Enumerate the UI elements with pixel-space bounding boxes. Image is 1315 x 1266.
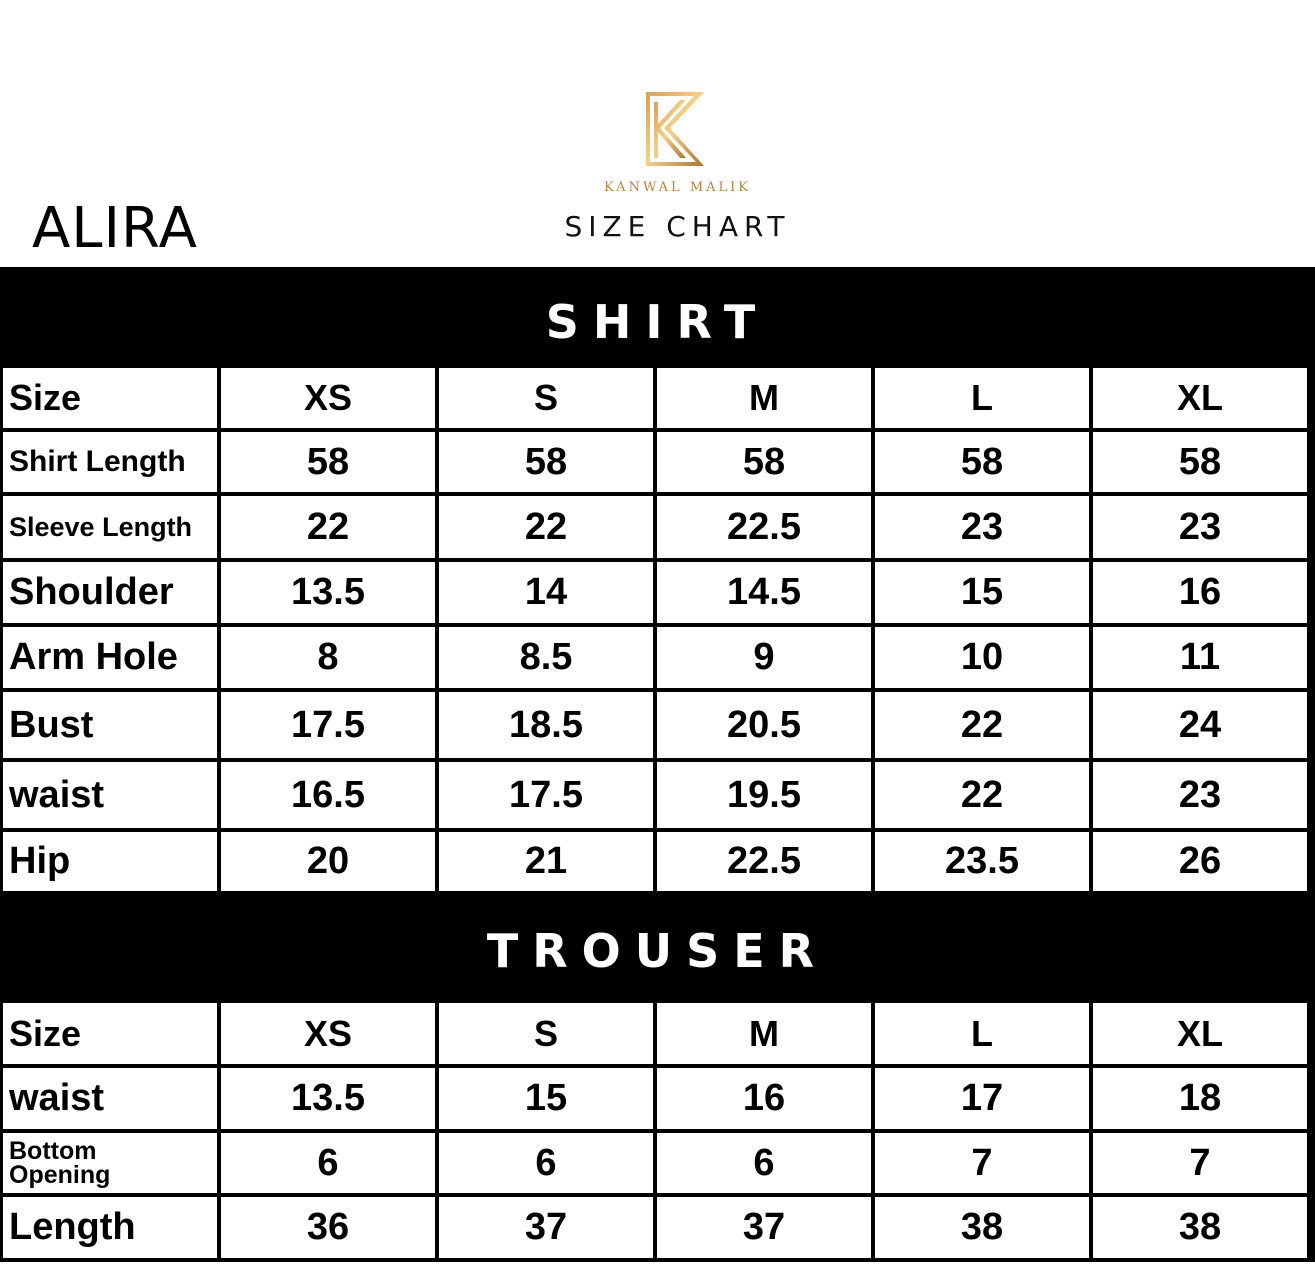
measurement-value: 8.5 bbox=[439, 627, 653, 688]
measurement-value: 17.5 bbox=[221, 692, 435, 758]
measurement-value: 6 bbox=[439, 1133, 653, 1193]
measurement-value: 58 bbox=[221, 432, 435, 492]
size-column-l: L bbox=[875, 368, 1089, 428]
size-column-xl: XL bbox=[1093, 368, 1307, 428]
size-column-m: M bbox=[657, 1003, 871, 1064]
row-label: Sleeve Length bbox=[3, 496, 217, 558]
measurement-value: 58 bbox=[875, 432, 1089, 492]
measurement-value: 17.5 bbox=[439, 762, 653, 828]
row-label: Bottom Opening bbox=[3, 1133, 217, 1193]
measurement-value: 7 bbox=[875, 1133, 1089, 1193]
measurement-value: 23 bbox=[875, 496, 1089, 558]
size-header: Size bbox=[3, 368, 217, 428]
measurement-value: 16.5 bbox=[221, 762, 435, 828]
measurement-value: 16 bbox=[657, 1068, 871, 1129]
measurement-value: 23.5 bbox=[875, 832, 1089, 891]
brand-logo-icon bbox=[640, 88, 710, 172]
measurement-value: 18 bbox=[1093, 1068, 1307, 1129]
size-column-s: S bbox=[439, 1003, 653, 1064]
measurement-value: 11 bbox=[1093, 627, 1307, 688]
product-title: ALIRA bbox=[32, 196, 198, 261]
measurement-value: 7 bbox=[1093, 1133, 1307, 1193]
measurement-value: 38 bbox=[1093, 1197, 1307, 1258]
size-column-xl: XL bbox=[1093, 1003, 1307, 1064]
measurement-value: 21 bbox=[439, 832, 653, 891]
measurement-value: 58 bbox=[439, 432, 653, 492]
measurement-value: 22.5 bbox=[657, 832, 871, 891]
measurement-value: 16 bbox=[1093, 562, 1307, 623]
measurement-value: 13.5 bbox=[221, 1068, 435, 1129]
measurement-value: 20 bbox=[221, 832, 435, 891]
size-header: Size bbox=[3, 1003, 217, 1064]
measurement-value: 26 bbox=[1093, 832, 1307, 891]
shirt-size-table bbox=[0, 368, 1315, 895]
trouser-section-title: TROUSER bbox=[0, 895, 1315, 1003]
measurement-value: 24 bbox=[1093, 692, 1307, 758]
measurement-value: 18.5 bbox=[439, 692, 653, 758]
measurement-value: 10 bbox=[875, 627, 1089, 688]
row-label: Shoulder bbox=[3, 562, 217, 623]
measurement-value: 37 bbox=[657, 1197, 871, 1258]
brand-name: KANWAL MALIK bbox=[604, 180, 751, 195]
size-chart-subtitle: SIZE CHART bbox=[564, 210, 791, 243]
measurement-value: 6 bbox=[657, 1133, 871, 1193]
row-label: Bust bbox=[3, 692, 217, 758]
row-label: waist bbox=[3, 1068, 217, 1129]
row-label: waist bbox=[3, 762, 217, 828]
measurement-value: 22 bbox=[439, 496, 653, 558]
row-label: Arm Hole bbox=[3, 627, 217, 688]
size-column-xs: XS bbox=[221, 368, 435, 428]
measurement-value: 14.5 bbox=[657, 562, 871, 623]
measurement-value: 36 bbox=[221, 1197, 435, 1258]
size-column-xs: XS bbox=[221, 1003, 435, 1064]
measurement-value: 22 bbox=[875, 762, 1089, 828]
measurement-value: 22.5 bbox=[657, 496, 871, 558]
size-column-l: L bbox=[875, 1003, 1089, 1064]
measurement-value: 19.5 bbox=[657, 762, 871, 828]
measurement-value: 13.5 bbox=[221, 562, 435, 623]
measurement-value: 38 bbox=[875, 1197, 1089, 1258]
trouser-size-table bbox=[0, 1003, 1315, 1262]
measurement-value: 37 bbox=[439, 1197, 653, 1258]
measurement-value: 58 bbox=[1093, 432, 1307, 492]
measurement-value: 58 bbox=[657, 432, 871, 492]
shirt-section-title: SHIRT bbox=[0, 267, 1315, 368]
measurement-value: 20.5 bbox=[657, 692, 871, 758]
measurement-value: 15 bbox=[875, 562, 1089, 623]
row-label: Shirt Length bbox=[3, 432, 217, 492]
row-label: Length bbox=[3, 1197, 217, 1258]
measurement-value: 22 bbox=[875, 692, 1089, 758]
measurement-value: 14 bbox=[439, 562, 653, 623]
measurement-value: 23 bbox=[1093, 496, 1307, 558]
measurement-value: 15 bbox=[439, 1068, 653, 1129]
measurement-value: 9 bbox=[657, 627, 871, 688]
measurement-value: 23 bbox=[1093, 762, 1307, 828]
measurement-value: 8 bbox=[221, 627, 435, 688]
measurement-value: 17 bbox=[875, 1068, 1089, 1129]
size-column-m: M bbox=[657, 368, 871, 428]
row-label: Hip bbox=[3, 832, 217, 891]
size-column-s: S bbox=[439, 368, 653, 428]
measurement-value: 6 bbox=[221, 1133, 435, 1193]
measurement-value: 22 bbox=[221, 496, 435, 558]
